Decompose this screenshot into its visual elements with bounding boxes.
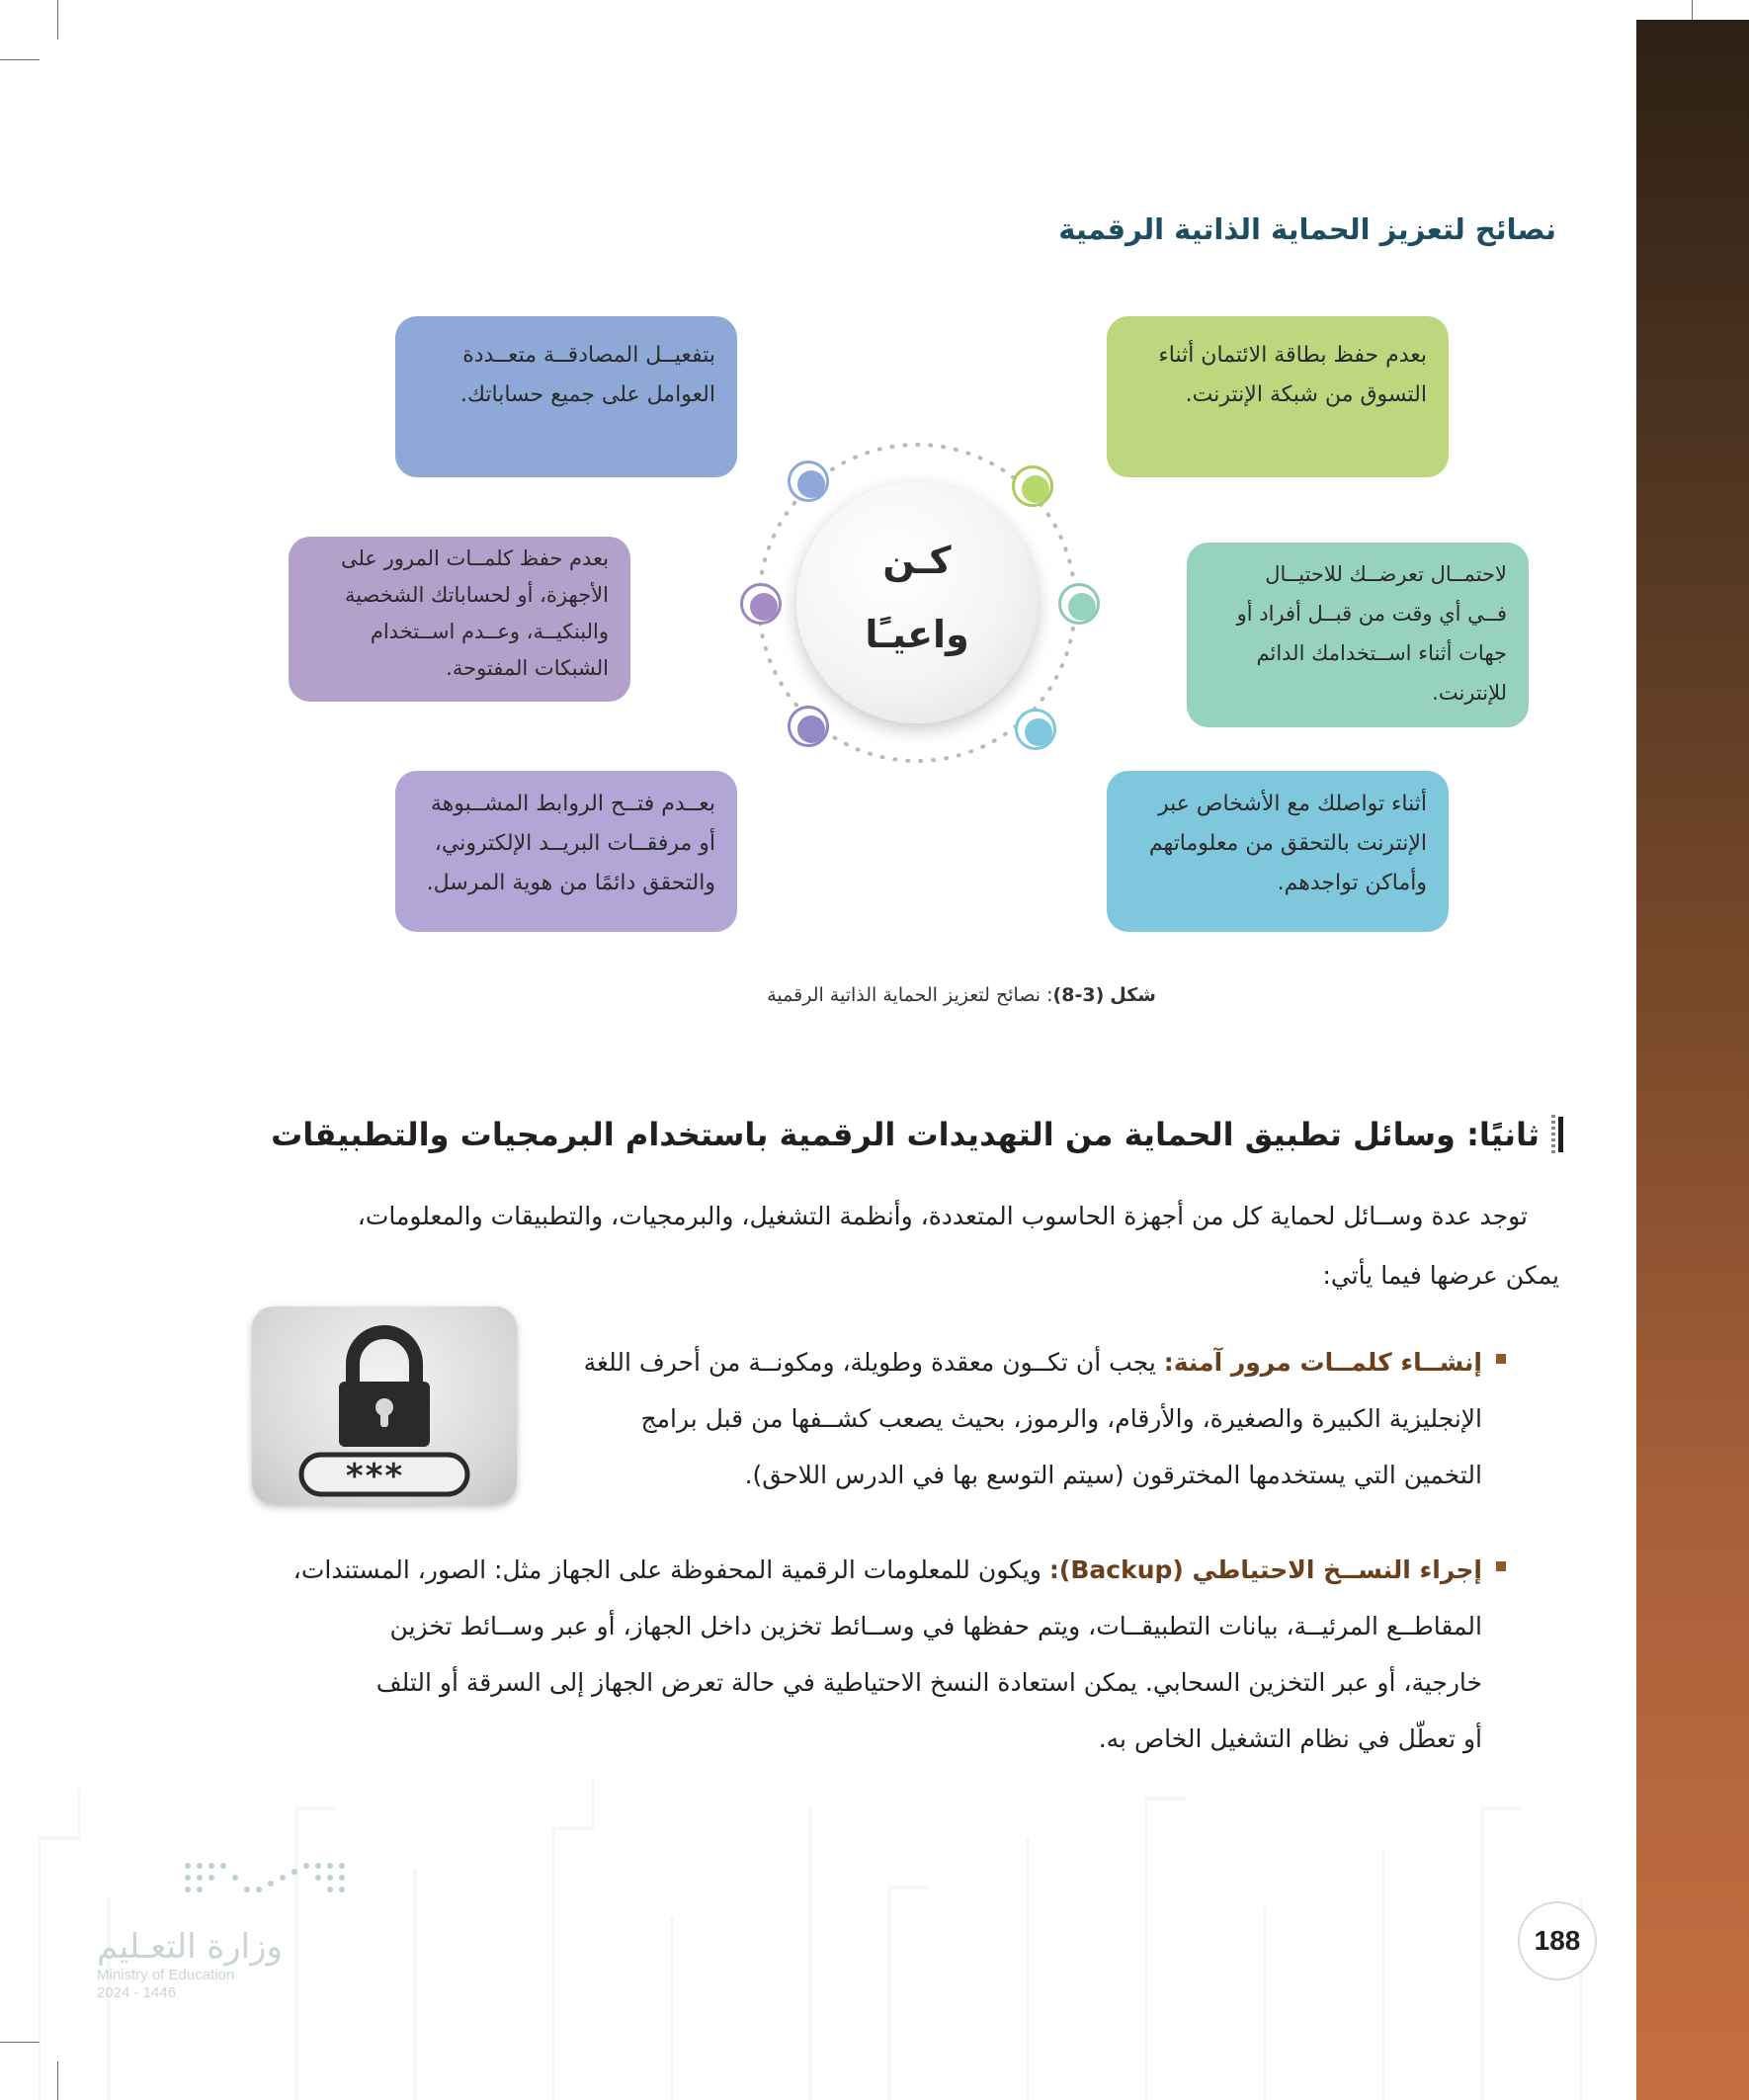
tip-line: والتحقق دائمًا من هوية المرسل. bbox=[426, 871, 715, 895]
tip-line: التسوق من شبكة الإنترنت. bbox=[1185, 382, 1427, 407]
caption-number: (3-8) bbox=[1052, 984, 1105, 1006]
center-text-line1: كـن bbox=[882, 539, 952, 582]
tip-line: بتفعيــل المصادقــة متعــددة bbox=[462, 343, 715, 368]
ministry-logo-text bbox=[97, 1927, 285, 2002]
tip-box-contacts bbox=[1107, 771, 1449, 932]
tip-line: أثناء تواصلك مع الأشخاص عبر bbox=[1158, 792, 1427, 816]
tip-line: فــي أي وقت من قبــل أفراد أو bbox=[1236, 602, 1507, 626]
tip-box-links bbox=[395, 771, 737, 932]
bullet-text: التخمين التي يستخدمها المخترقون (سيتم التوسع بها في الدرس اللاحق). bbox=[744, 1461, 1482, 1489]
ministry-name-ar: وزارة التعـليم bbox=[97, 1927, 283, 1967]
tip-line: الإنترنت بالتحقق من معلوماتهم bbox=[1148, 831, 1427, 856]
tip-line: الشبكات المفتوحة. bbox=[446, 656, 609, 680]
node-lavender bbox=[788, 706, 829, 747]
ministry-name-en: Ministry of Education bbox=[97, 1967, 235, 1983]
bullet-text: ويكون للمعلومات الرقمية المحفوظة على الجهاز مثل: الصور، المستندات، bbox=[292, 1555, 1049, 1584]
tip-line: الأجهزة، أو لحساباتك الشخصية bbox=[344, 583, 609, 607]
tip-box-mfa bbox=[395, 316, 737, 477]
center-disc bbox=[796, 482, 1038, 723]
bullet-term: إنشــاء كلمــات مرور آمنة: bbox=[1163, 1348, 1482, 1377]
bullet-term: إجراء النســخ الاحتياطي (Backup): bbox=[1048, 1555, 1482, 1584]
crop-mark bbox=[57, 0, 58, 40]
password-padlock-image bbox=[252, 1306, 517, 1504]
bullet-text: يجب أن تكــون معقدة وطويلة، ومكونــة من أحرف اللغة bbox=[583, 1348, 1164, 1377]
tip-box-fraud bbox=[1187, 543, 1529, 727]
tip-line: جهات أثناء اســتخدامك الدائم bbox=[1256, 641, 1507, 665]
tip-line: بعدم حفظ كلمــات المرور على bbox=[340, 546, 609, 570]
bullet-square-icon bbox=[1496, 1354, 1506, 1364]
bullet-text: أو تعطّل في نظام التشغيل الخاص به. bbox=[1098, 1724, 1482, 1753]
section2-title bbox=[271, 1115, 1563, 1154]
center-text-line2: واعيـًا bbox=[865, 613, 969, 656]
ministry-logo-dots bbox=[180, 1858, 353, 1907]
tip-box-passwords bbox=[289, 537, 630, 702]
bullet-square-icon bbox=[1496, 1561, 1506, 1571]
node-skyblue bbox=[1015, 709, 1056, 750]
caption-label: شكل bbox=[1110, 984, 1156, 1006]
ministry-year: 2024 - 1446 bbox=[97, 1984, 177, 2001]
bullet-text: خارجية، أو عبر التخزين السحابي. يمكن استعادة النسخ الاحتياطية في حالة تعرض الجهاز إلى السرقة أو التلف bbox=[375, 1668, 1482, 1697]
bullet-backup bbox=[252, 1542, 1482, 1767]
intro-line: توجد عدة وســائل لحماية كل من أجهزة الحاسوب المتعددة، وأنظمة التشغيل، والبرمجيات، والتطبيقات والمعلومات، bbox=[357, 1202, 1528, 1230]
tip-line: وأماكن تواجدهم. bbox=[1277, 871, 1427, 895]
crop-mark bbox=[0, 59, 40, 60]
bullet-password bbox=[534, 1334, 1482, 1503]
node-blue bbox=[788, 461, 829, 502]
node-teal bbox=[1058, 583, 1100, 625]
node-purple bbox=[740, 583, 782, 625]
tip-line: أو مرفقــات البريــد الإلكتروني، bbox=[434, 831, 715, 856]
section-title: نصائح لتعزيز الحماية الذاتية الرقمية bbox=[1058, 212, 1556, 246]
caption-text: : نصائح لتعزيز الحماية الذاتية الرقمية bbox=[767, 984, 1053, 1006]
figure-caption bbox=[767, 984, 1156, 1006]
node-green bbox=[1012, 465, 1053, 507]
decorative-side-band bbox=[1636, 20, 1749, 2100]
circuit-background-pattern bbox=[0, 1749, 1630, 2100]
heading-marker-icon bbox=[1549, 1115, 1563, 1154]
tip-line: العوامل على جميع حساباتك. bbox=[459, 382, 715, 407]
password-mask: ***_ bbox=[345, 1457, 424, 1496]
bullet-text: الإنجليزية الكبيرة والصغيرة، والأرقام، والرموز، بحيث يصعب كشــفها من قبل برامج bbox=[640, 1404, 1482, 1433]
page-number: 188 bbox=[1518, 1901, 1597, 1980]
tip-line: بعــدم فتــح الروابط المشــبوهة bbox=[430, 792, 715, 816]
bullet-text: المقاطــع المرئيــة، بيانات التطبيقــات، ويتم حفظها في وســائط تخزين داخل الجهاز، أو عبر وســائط تخزين bbox=[389, 1612, 1482, 1640]
intro-paragraph bbox=[230, 1196, 1559, 1297]
tip-line: والبنكيــة، وعــدم اســتخدام bbox=[370, 620, 609, 643]
section2-title-prefix: ثانيًا bbox=[1478, 1116, 1540, 1153]
tip-line: للإنترنت. bbox=[1432, 681, 1507, 705]
intro-line: يمكن عرضها فيما يأتي: bbox=[1322, 1261, 1559, 1290]
tip-box-credit-card bbox=[1107, 316, 1449, 477]
tip-line: بعدم حفظ بطاقة الائتمان أثناء bbox=[1158, 343, 1427, 368]
tip-line: لاحتمــال تعرضــك للاحتيــال bbox=[1265, 562, 1507, 586]
section2-title-rest: : وسائل تطبيق الحماية من التهديدات الرقمية باستخدام البرمجيات والتطبيقات bbox=[271, 1116, 1479, 1153]
